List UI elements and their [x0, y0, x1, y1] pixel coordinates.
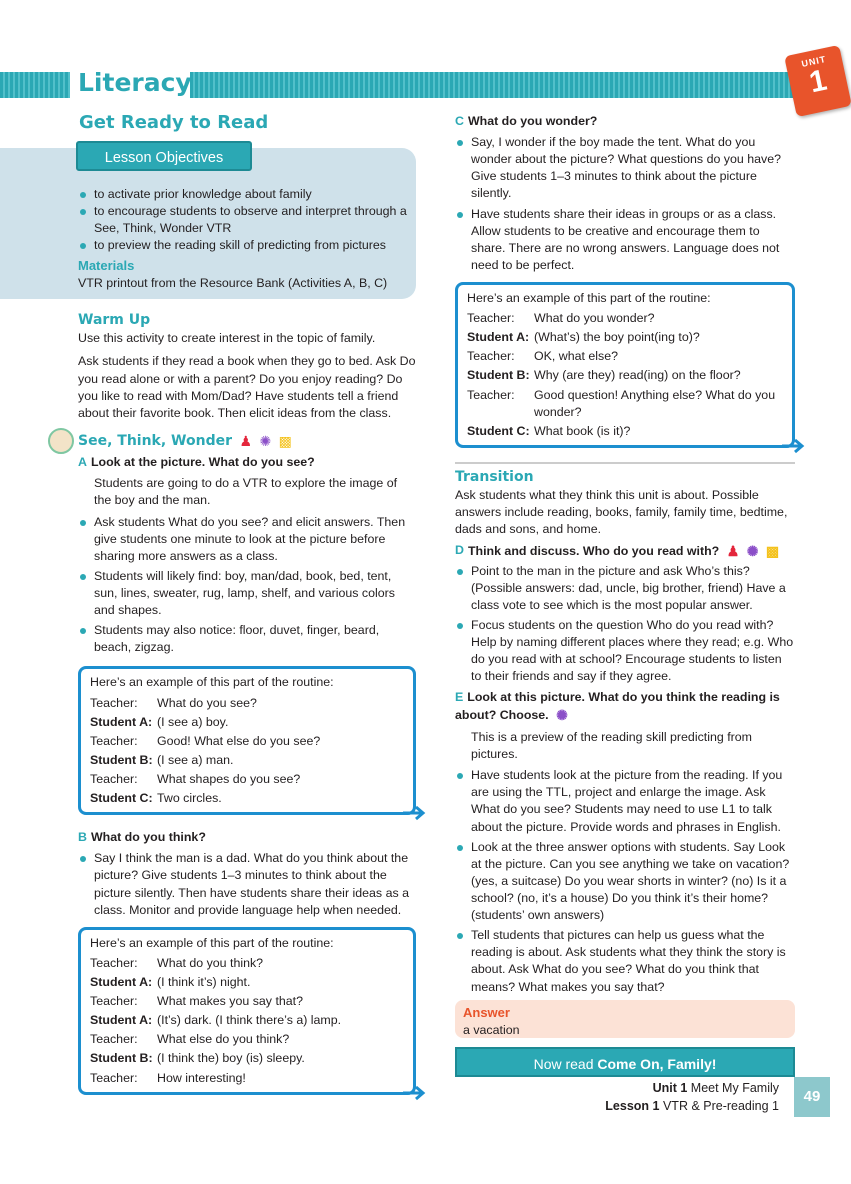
section-e-letter: E	[455, 689, 464, 704]
warmup-p1: Use this activity to create interest in the topic of family.	[78, 331, 376, 346]
objective-item: to activate prior knowledge about family	[78, 186, 408, 203]
speaker: Student A:	[467, 330, 530, 345]
section-b-letter: B	[78, 830, 87, 845]
list-item: Ask students What do you see? and elicit answers. Then give students one minute to look at the picture before sharing more answers as a class.	[78, 514, 416, 565]
list-item: Students may also notice: floor, duvet, finger, beard, beach, zigzag.	[78, 622, 416, 656]
header-bar-right	[190, 72, 800, 98]
section-e-list	[455, 767, 795, 995]
page-footer	[605, 1080, 779, 1115]
group-icon: ▩	[765, 542, 780, 559]
objectives-block	[78, 186, 408, 292]
objective-item: to preview the reading skill of predicting from pictures	[78, 237, 408, 254]
line: Two circles.	[157, 791, 222, 806]
footer-unit-name: Meet My Family	[690, 1081, 779, 1095]
answer-box	[455, 1000, 795, 1038]
page-number: 49	[794, 1077, 830, 1117]
section-a-intro: Students are going to do a VTR to explore the image of the boy and the man.	[94, 476, 398, 508]
box-intro: Here’s an example of this part of the routine:	[90, 935, 334, 950]
box-arrow-icon	[401, 804, 427, 822]
speaker: Teacher:	[90, 733, 138, 748]
materials-label: Materials	[78, 258, 135, 274]
speaker: Student B:	[90, 1051, 153, 1066]
speaker: Teacher:	[467, 387, 515, 402]
speaker: Teacher:	[90, 1032, 138, 1047]
speaker: Student C:	[90, 791, 153, 806]
answer-label: Answer	[463, 1004, 510, 1020]
list-item: Students will likely find: boy, man/dad, book, bed, tent, sun, lines, sweater, rug, lamp, shelf, and various colors and shapes.	[78, 568, 416, 619]
section-a-letter: A	[78, 455, 87, 470]
section-d-list	[455, 563, 795, 686]
line: (I see a) boy.	[157, 714, 229, 729]
speaker: Student B:	[90, 752, 153, 767]
speaker: Teacher:	[90, 955, 138, 970]
line: Good! What else do you see?	[157, 733, 321, 748]
list-item: Look at the three answer options with students. Say Look at the picture. Can you see anything we take on vacation? (yes, a suitcase) Do you wear shorts in winter? (no) Is it a school? (no, it’s a house) Do you think it’s their home? (students’ own answers)	[455, 839, 795, 925]
line: Good question! Anything else? What do you wonder?	[534, 387, 776, 419]
example-box-wonder	[455, 282, 795, 448]
section-e-title	[455, 689, 795, 725]
example-box-think	[78, 927, 416, 1095]
list-item: Point to the man in the picture and ask Who’s this? (Possible answers: dad, uncle, big brother, friend) Have a class vote to see which is the most popular answer.	[455, 563, 795, 614]
section-b-title	[78, 829, 416, 846]
example-box-see	[78, 666, 416, 815]
section-a-text: Look at the picture. What do you see?	[90, 455, 315, 470]
divider	[455, 462, 795, 464]
line: What makes you say that?	[157, 994, 304, 1009]
speaker: Teacher:	[90, 695, 138, 710]
section-a-title	[78, 454, 416, 471]
box-intro: Here’s an example of this part of the routine:	[90, 675, 334, 690]
dialogue	[90, 955, 404, 1087]
group-icon: ▩	[278, 432, 292, 449]
line: (I see a) man.	[157, 752, 234, 767]
speaker: Student A:	[90, 714, 153, 729]
stw-icons	[235, 434, 291, 448]
now-read-prefix: Now read	[533, 1055, 594, 1072]
objectives-tab: Lesson Objectives	[76, 141, 252, 171]
line: What else do you think?	[157, 1032, 290, 1047]
speaker: Student B:	[467, 368, 530, 383]
list-item: Focus students on the question Who do you read with? Help by naming different places where they read; e.g. Who do you read with at school? Encourage students to listen to their friends and say if they agree.	[455, 617, 795, 685]
section-d-title	[455, 542, 795, 561]
line: (I think it’s) night.	[157, 974, 251, 989]
list-item: Tell students that pictures can help us guess what the reading is about. Ask students what they think the story is about. Ask What do you see? What do you think that means? What makes you say that?	[455, 927, 795, 995]
section-b-list	[78, 850, 416, 918]
stw-heading	[78, 432, 416, 451]
section-d-text: Think and discuss. Who do you read with?	[467, 543, 720, 558]
line: (I think the) boy (is) sleepy.	[157, 1051, 305, 1066]
line: What do you see?	[157, 695, 257, 710]
speaker: Teacher:	[90, 771, 138, 786]
answer-text: a vacation	[463, 1022, 520, 1037]
line: What do you think?	[157, 955, 264, 970]
unit-badge	[784, 45, 851, 117]
speaker: Teacher:	[467, 349, 515, 364]
list-item: Have students look at the picture from the reading. If you are using the TTL, project and enlarge the image. Ask What do you see? Students may need to use L1 to talk about the picture. Provide words and phrases in English.	[455, 767, 795, 835]
speaker: Teacher:	[90, 994, 138, 1009]
dialogue	[467, 310, 783, 440]
footer-lesson-name: VTR & Pre-reading 1	[662, 1098, 779, 1113]
line: What shapes do you see?	[157, 771, 301, 786]
section-c-list	[455, 134, 795, 274]
person-icon: ♟	[239, 432, 253, 449]
lightbulb-icon: ✺	[746, 542, 759, 559]
lightbulb-icon: ✺	[556, 706, 568, 723]
objective-item: to encourage students to observe and interpret through a See, Think, Wonder VTR	[78, 203, 408, 237]
page-title: Literacy	[78, 68, 192, 97]
speaker: Teacher:	[90, 1070, 138, 1085]
person-icon: ♟	[726, 542, 740, 559]
line: What book (is it)?	[534, 423, 631, 438]
warmup-p2: Ask students if they read a book when they go to bed. Ask Do you read alone or with a parent? Do you enjoy reading? Do you like to read with Mom/Dad? Have students tell a friend about their favorite book. Then elicit ideas from the class.	[78, 354, 416, 420]
list-item: Say, I wonder if the boy made the tent. What do you wonder about the picture? What questions do you have? Give students 1–3 minutes to think about the picture silently.	[455, 134, 795, 202]
section-a-list	[78, 514, 416, 657]
list-item: Have students share their ideas in groups or as a class. Allow students to be creative and encourage them to share. There are no wrong answers. Language does not need to be perfect.	[455, 206, 795, 274]
section-heading: Get Ready to Read	[79, 112, 269, 133]
line: OK, what else?	[534, 349, 619, 364]
left-column	[78, 311, 416, 1095]
footer-lesson: Lesson 1	[605, 1098, 660, 1113]
speaker: Student C:	[467, 423, 530, 438]
objectives-list	[78, 186, 408, 254]
transition-title: Transition	[455, 468, 534, 485]
transition-text: Ask students what they think this unit is about. Possible answers include reading, books, family, family time, bedtime, dads and sons, and home.	[455, 488, 788, 537]
warmup-title: Warm Up	[78, 312, 151, 328]
now-read-title: Come On, Family!	[597, 1055, 717, 1072]
line: (What’s) the boy point(ing to)?	[534, 330, 700, 345]
section-d-letter: D	[455, 543, 464, 558]
materials-text: VTR printout from the Resource Bank (Activities A, B, C)	[78, 276, 388, 291]
line: (It’s) dark. (I think there’s a) lamp.	[157, 1013, 342, 1028]
box-arrow-icon	[780, 437, 806, 455]
box-intro: Here’s an example of this part of the routine:	[467, 290, 711, 305]
speaker: Student A:	[90, 1013, 153, 1028]
list-item: Say I think the man is a dad. What do you think about the picture? Give students 1–3 minutes to think about the picture silently. Then have students share their ideas as a class. Monitor and provide language help when needed.	[78, 850, 416, 918]
section-e-text: Look at this picture. What do you think the reading is about? Choose.	[455, 689, 780, 722]
speaker: Student A:	[90, 974, 153, 989]
think-head-icon	[48, 428, 74, 454]
section-e-icons	[552, 708, 568, 722]
dialogue	[90, 695, 404, 808]
unit-number: 1	[806, 64, 830, 100]
right-column	[455, 113, 795, 1077]
section-d-icons	[723, 543, 779, 557]
speaker: Teacher:	[467, 311, 515, 326]
header-bar-left	[0, 72, 70, 98]
footer-unit: Unit 1	[652, 1081, 688, 1095]
lightbulb-icon: ✺	[259, 432, 272, 449]
now-read-banner	[455, 1047, 795, 1077]
stw-title: See, Think, Wonder	[78, 432, 232, 449]
unit-label: UNIT	[800, 53, 828, 69]
section-e-intro: This is a preview of the reading skill predicting from pictures.	[471, 730, 752, 762]
line: Why (are they) read(ing) on the floor?	[534, 368, 741, 383]
line: What do you wonder?	[534, 311, 655, 326]
section-c-text: What do you wonder?	[467, 114, 598, 128]
section-b-text: What do you think?	[90, 830, 206, 845]
line: How interesting!	[157, 1070, 246, 1085]
section-c-letter: C	[455, 114, 464, 128]
box-arrow-icon	[401, 1084, 427, 1102]
section-c-title	[455, 113, 795, 130]
